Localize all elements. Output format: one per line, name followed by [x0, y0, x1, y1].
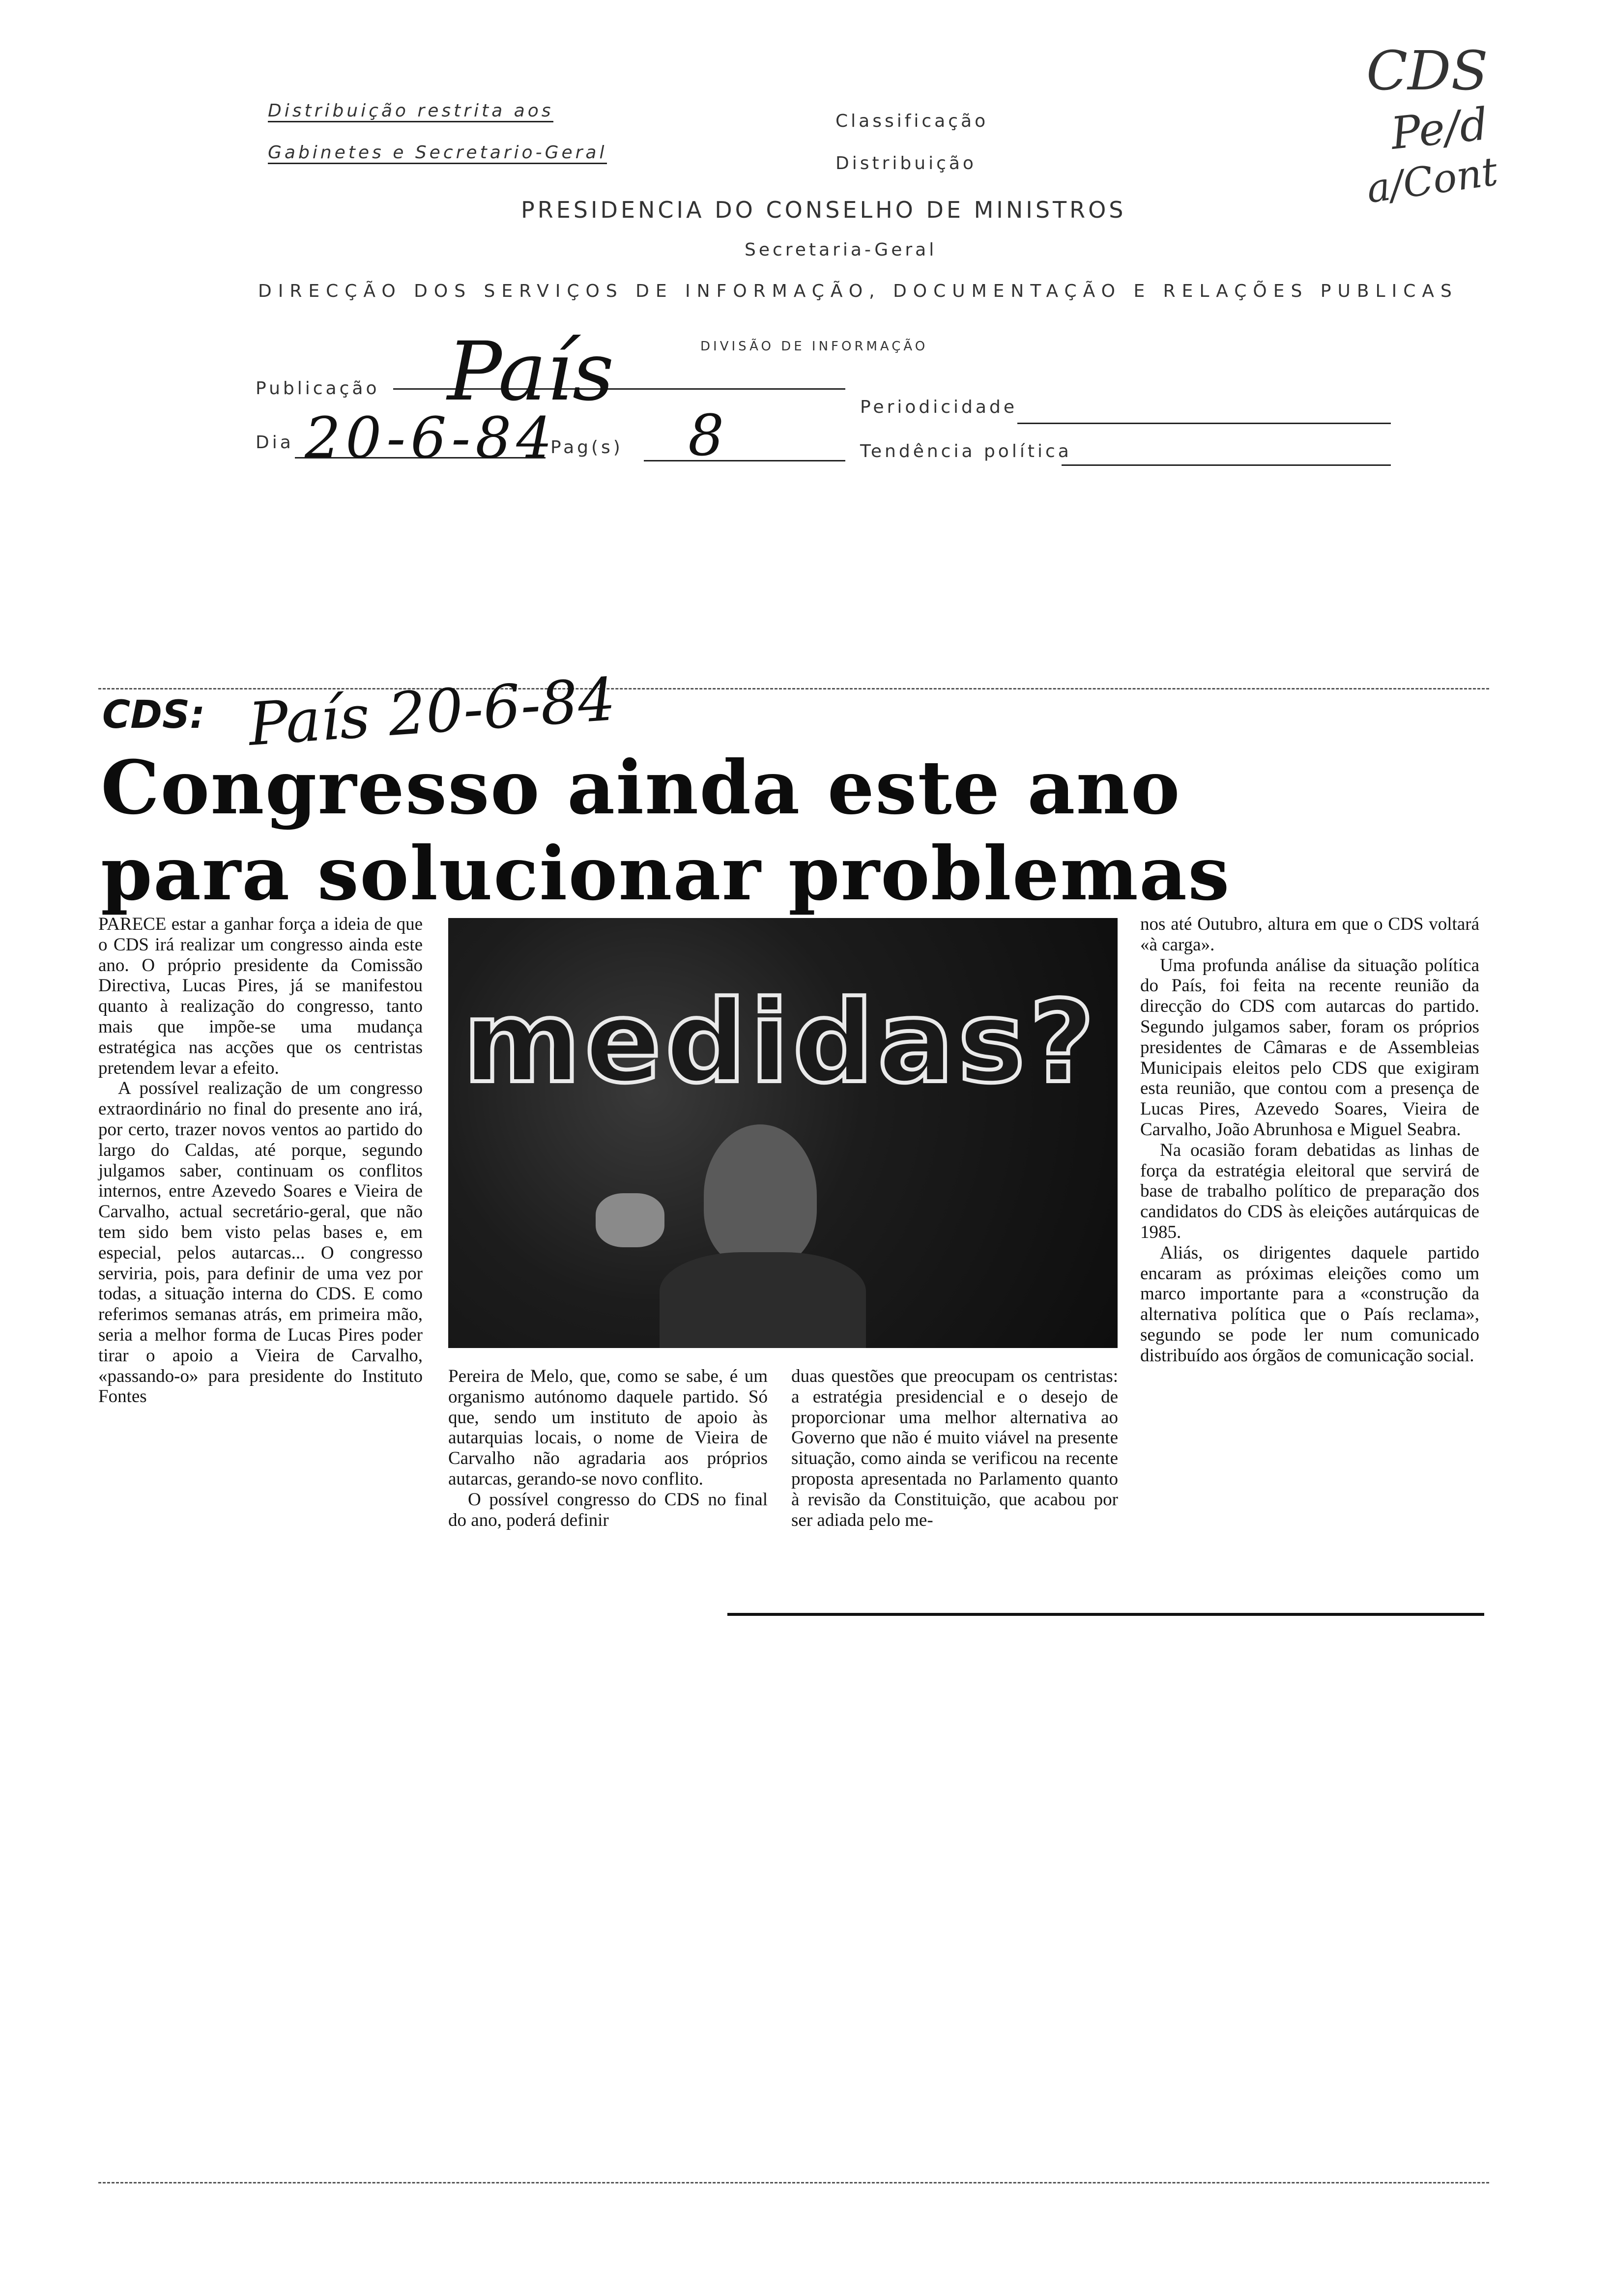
col1-paragraph-1: PARECE estar a ganhar força a ideia de que o CDS irá realizar um congresso ainda este ano. O próprio presidente da Comissão Directiva, Lucas Pires, já se manifestou quanto à realização do congresso, tanto mais que impõe-se uma mudança estratégica nas acções que os centristas pretendem levar a efeito. — [98, 914, 423, 1078]
secretariat-title: Secretaria-Geral — [745, 240, 937, 260]
col2-paragraph-1: Pereira de Melo, que, como se sabe, é um organismo autónomo daquele partido. Só que, sendo um instituto de apoio às autarquias locais, o nome de Vieira de Carvalho não agradaria aos próprios autarcas, gerando-se novo conflito. — [448, 1366, 768, 1489]
col4-paragraph-1: nos até Outubro, altura em que o CDS voltará «à carga». — [1140, 914, 1479, 955]
periodicity-blank — [1017, 423, 1391, 424]
col4-paragraph-4: Aliás, os dirigentes daquele partido encaram as próximas eleições como um marco importante para a «construção da alternativa política que o País reclama», segundo se pode ler num comunicado distribuído aos órgãos de comunicação social. — [1140, 1242, 1479, 1366]
photo-person-head — [704, 1124, 817, 1267]
day-label: Dia — [256, 432, 294, 453]
col3-paragraph-1: duas questões que preocupam os centristas: a estratégia presidencial e o desejo de proporcionar uma melhor alternativa ao Governo que não é muito viável na presente situação, como ainda se verificou na recente proposta apresentada no Parlamento quanto à revisão da Constituição, que acabou por ser adiada pelo me- — [791, 1366, 1118, 1530]
presidency-title: PRESIDENCIA DO CONSELHO DE MINISTROS — [521, 197, 1126, 223]
directorate-title: DIRECÇÃO DOS SERVIÇOS DE INFORMAÇÃO, DOCUMENTAÇÃO E RELAÇÕES PUBLICAS — [258, 281, 1458, 301]
day-value: 20-6-84 — [305, 405, 557, 471]
article-column-2 — [448, 1366, 768, 1530]
col4-paragraph-2: Uma profunda análise da situação política do País, foi feita na recente reunião da direcção do CDS com autarcas do partido. Segundo julgamos saber, foram os próprios presidentes de Câmaras e de Assembleias Municipais eleitos pelo CDS que exigiram esta reunião, que contou com a presença de Lucas Pires, Azevedo Soares, Vieira de Carvalho, João Abrunhosa e Miguel Seabra. — [1140, 955, 1479, 1140]
distribution-line2: Gabinetes e Secretario-Geral — [268, 143, 607, 163]
pages-value: 8 — [688, 403, 724, 469]
headline-line1: Congresso ainda este ano — [101, 745, 1181, 831]
division-title: DIVISÃO DE INFORMAÇÃO — [700, 339, 928, 354]
page-bottom-edge — [98, 2182, 1489, 2183]
photo-caption-text: medidas? — [463, 977, 1099, 1108]
photo-person-hand — [596, 1193, 664, 1247]
classification-label: Classificação — [835, 111, 989, 131]
article-kicker: CDS: — [102, 693, 205, 737]
article-photo — [448, 918, 1118, 1348]
col4-paragraph-3: Na ocasião foram debatidas as linhas de força da estratégia eleitoral que servirá de base de trabalho político de preparação dos candidatos do CDS às eleições autárquicas de 1985. — [1140, 1140, 1479, 1242]
tendency-blank — [1062, 464, 1391, 466]
article-handwritten-date: País 20-6-84 — [246, 665, 618, 759]
periodicity-label: Periodicidade — [860, 397, 1017, 417]
col2-paragraph-2: O possível congresso do CDS no final do ano, poderá definir — [448, 1489, 768, 1530]
tendency-label: Tendência política — [860, 441, 1072, 461]
corner-note-3: a/Cont — [1363, 148, 1500, 212]
photo-person-body — [660, 1252, 866, 1348]
corner-note-2: Pe/d — [1388, 98, 1491, 160]
article-bottom-rule — [727, 1613, 1484, 1616]
distribution-label: Distribuição — [835, 153, 977, 173]
article-column-4 — [1140, 914, 1479, 1366]
distribution-line1: Distribuição restrita aos — [268, 101, 553, 121]
col1-paragraph-2: A possível realização de um congresso extraordinário no final do presente ano irá, por certo, trazer novos ventos ao partido do largo do Caldas, até porque, segundo julgamos saber, continuam os conflitos internos, entre Azevedo Soares e Vieira de Carvalho, actual secretário-geral, que não tem sido bem visto pelas bases e, em especial, pelos autarcas... O congresso serviria, pois, para definir de uma vez por todas, a situação interna do CDS. E como referimos semanas atrás, em primeira mão, seria a melhor forma de Lucas Pires poder tirar o apoio a Vieira de Carvalho, «passando-o» para presidente do Instituto Fontes — [98, 1078, 423, 1407]
article-column-1 — [98, 914, 423, 1407]
headline-line2: para solucionar problemas — [101, 831, 1231, 917]
publication-label: Publicação — [256, 378, 380, 399]
corner-note-1: CDS — [1366, 39, 1488, 102]
pages-blank — [644, 460, 845, 461]
pages-label: Pag(s) — [550, 437, 623, 458]
article-column-3 — [791, 1366, 1118, 1530]
publication-value: País — [447, 324, 614, 419]
